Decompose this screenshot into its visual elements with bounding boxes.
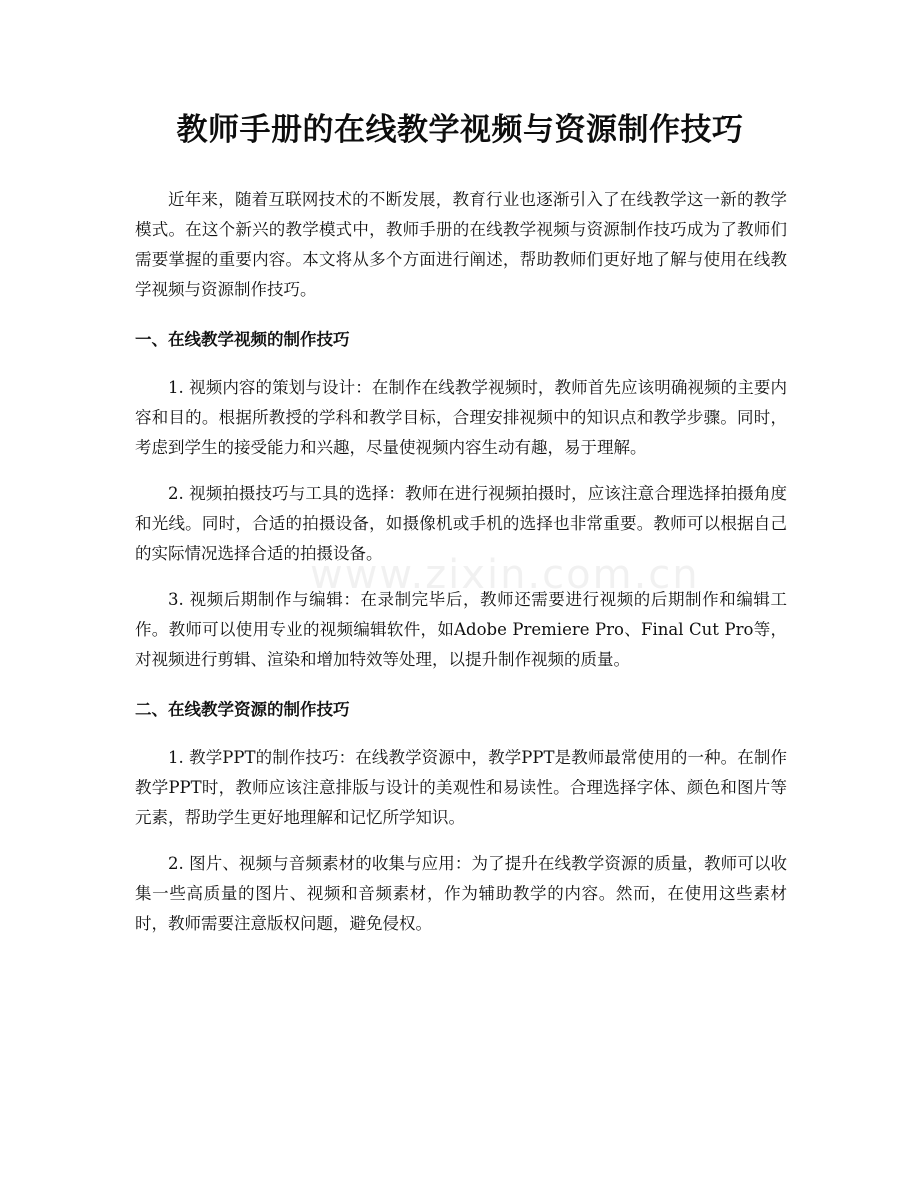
section-1-heading: 一、在线教学视频的制作技巧 xyxy=(135,330,350,349)
section-2-paragraph-1: 1. 教学PPT的制作技巧：在线教学资源中，教学PPT是教师最常使用的一种。在制作教学PPT时，教师应该注意排版与设计的美观性和易读性。合理选择字体、颜色和图片等元素，帮助学生更好地理解和记忆所学知识。 xyxy=(135,748,787,827)
section-2-paragraph-2: 2. 图片、视频与音频素材的收集与应用：为了提升在线教学资源的质量，教师可以收集一些高质量的图片、视频和音频素材，作为辅助教学的内容。然而，在使用这些素材时，教师需要注意版权问题，避免侵权。 xyxy=(135,854,787,933)
section-1-paragraph-3: 3. 视频后期制作与编辑：在录制完毕后，教师还需要进行视频的后期制作和编辑工作。教师可以使用专业的视频编辑软件，如Adobe Premiere Pro、Final Cut Pro等，对视频进行剪辑、渲染和增加特效等处理，以提升制作视频的质量。 xyxy=(135,590,787,669)
section-1-paragraph-2: 2. 视频拍摄技巧与工具的选择：教师在进行视频拍摄时，应该注意合理选择拍摄角度和光线。同时，合适的拍摄设备，如摄像机或手机的选择也非常重要。教师可以根据自己的实际情况选择合适的拍摄设备。 xyxy=(135,484,787,563)
document-body xyxy=(135,185,787,955)
document-title: 教师手册的在线教学视频与资源制作技巧 xyxy=(176,112,744,148)
watermark-text: www.zixin.com.cn xyxy=(310,552,700,598)
section-1-paragraph-1: 1. 视频内容的策划与设计：在制作在线教学视频时，教师首先应该明确视频的主要内容和目的。根据所教授的学科和教学目标，合理安排视频中的知识点和教学步骤。同时，考虑到学生的接受能力和兴趣，尽量使视频内容生动有趣，易于理解。 xyxy=(135,378,787,457)
intro-paragraph: 近年来，随着互联网技术的不断发展，教育行业也逐渐引入了在线教学这一新的教学模式。在这个新兴的教学模式中，教师手册的在线教学视频与资源制作技巧成为了教师们需要掌握的重要内容。本文将从多个方面进行阐述，帮助教师们更好地了解与使用在线教学视频与资源制作技巧。 xyxy=(135,190,787,299)
section-2-heading: 二、在线教学资源的制作技巧 xyxy=(135,700,350,719)
